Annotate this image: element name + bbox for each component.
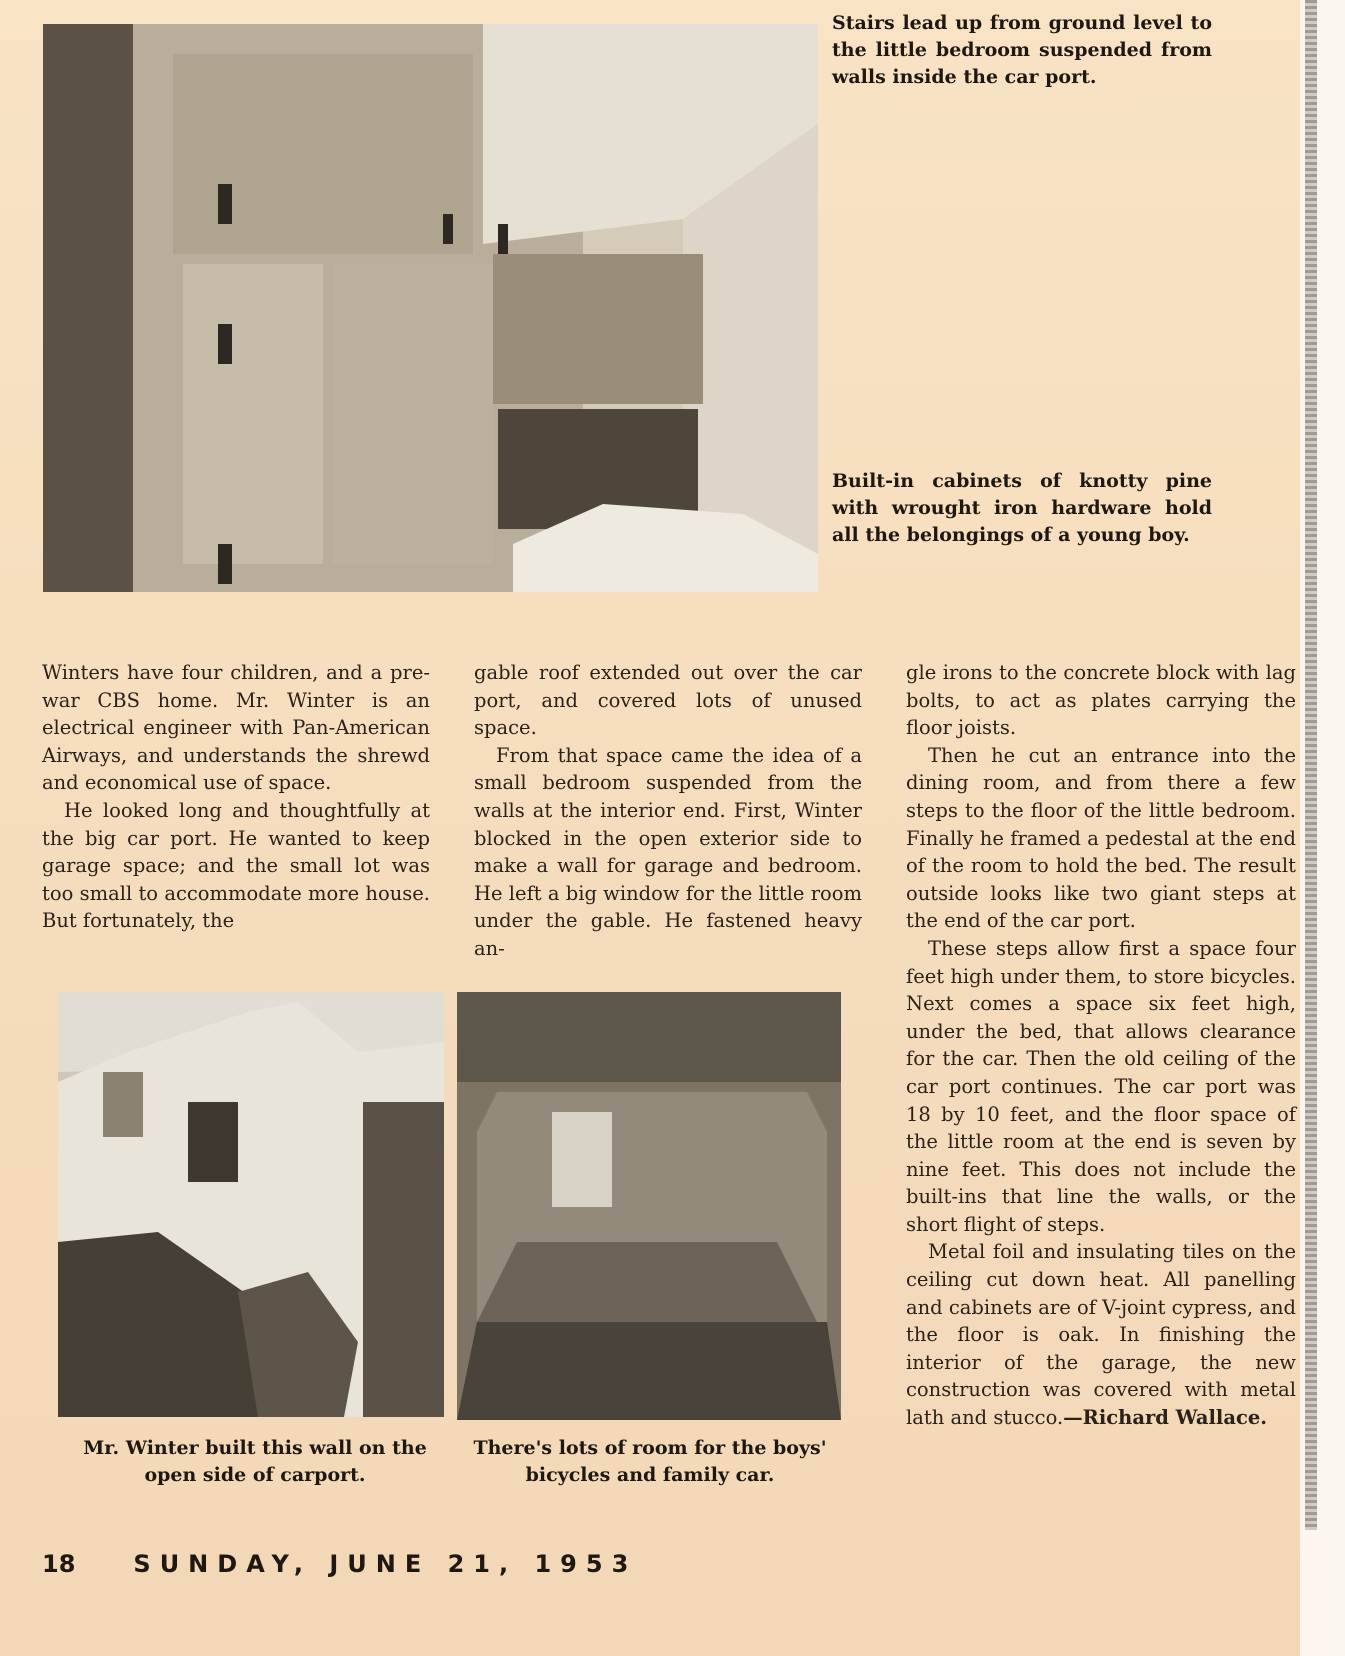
page-number: 18 — [42, 1550, 76, 1578]
article-column-3 — [906, 659, 1296, 1432]
paragraph: He looked long and thoughtfully at the big car port. He wanted to keep garage space; and the small lot was too small to accommodate more house. But fortunately, the — [42, 798, 430, 933]
caption-wall: Mr. Winter built this wall on the open side of carport. — [83, 1437, 427, 1486]
column-rule — [1305, 0, 1317, 1530]
paragraph: Then he cut an entrance into the dining room, and from there a few steps to the floor of the little bedroom. Finally he framed a pedestal at the end of the room to hold the bed. The result outside looks like two giant steps at the end of the car port. — [906, 743, 1296, 933]
paragraph: Winters have four children, and a pre-war CBS home. Mr. Winter is an electrical engineer with Pan-American Airways, and understands the shrewd and economical use of space. — [42, 661, 430, 795]
paragraph-text: Metal foil and insulating tiles on the ceiling cut down heat. All panelling and cabinets are of V-joint cypress, and the floor is oak. In finishing the interior of the garage, the new construction was covered with metal lath and stucco. — [906, 1240, 1296, 1430]
article-column-1 — [42, 659, 430, 935]
paragraph: These steps allow first a space four feet high under them, to store bicycles. Next comes a space six feet high, under the bed, that allows clearance for the car. Then the old ceiling of the car port continues. The car port was 18 by 10 feet, and the floor space of the little room at the end is seven by nine feet. This does not include the built-ins that line the walls, or the short flight of steps. — [906, 936, 1296, 1236]
paragraph: gle irons to the concrete block with lag bolts, to act as plates carrying the floor joists. — [906, 661, 1296, 740]
paragraph: gable roof extended out over the car port, and covered lots of unused space. — [474, 661, 862, 740]
paragraph — [906, 1238, 1296, 1431]
article-column-2 — [474, 659, 862, 963]
photo-garage-interior — [457, 992, 841, 1420]
caption-cabinets: Built-in cabinets of knotty pine with wrought iron hardware hold all the belongings of a young boy. — [832, 470, 1212, 546]
paragraph: From that space came the idea of a small bedroom suspended from the walls at the interior end. First, Winter blocked in the open exterior side to make a wall for garage and bedroom. He left a big window for the little room under the gable. He fastened heavy an- — [474, 743, 862, 960]
caption-room: There's lots of room for the boys' bicycles and family car. — [473, 1437, 827, 1486]
page-footer — [42, 1550, 637, 1578]
issue-date: SUNDAY, JUNE 21, 1953 — [133, 1550, 638, 1578]
caption-stairs: Stairs lead up from ground level to the little bedroom suspended from walls inside the car port. — [832, 12, 1212, 88]
byline: —Richard Wallace. — [1063, 1406, 1268, 1430]
photo-cabinets-bedroom — [43, 24, 818, 592]
photo-carport-wall — [58, 992, 444, 1417]
